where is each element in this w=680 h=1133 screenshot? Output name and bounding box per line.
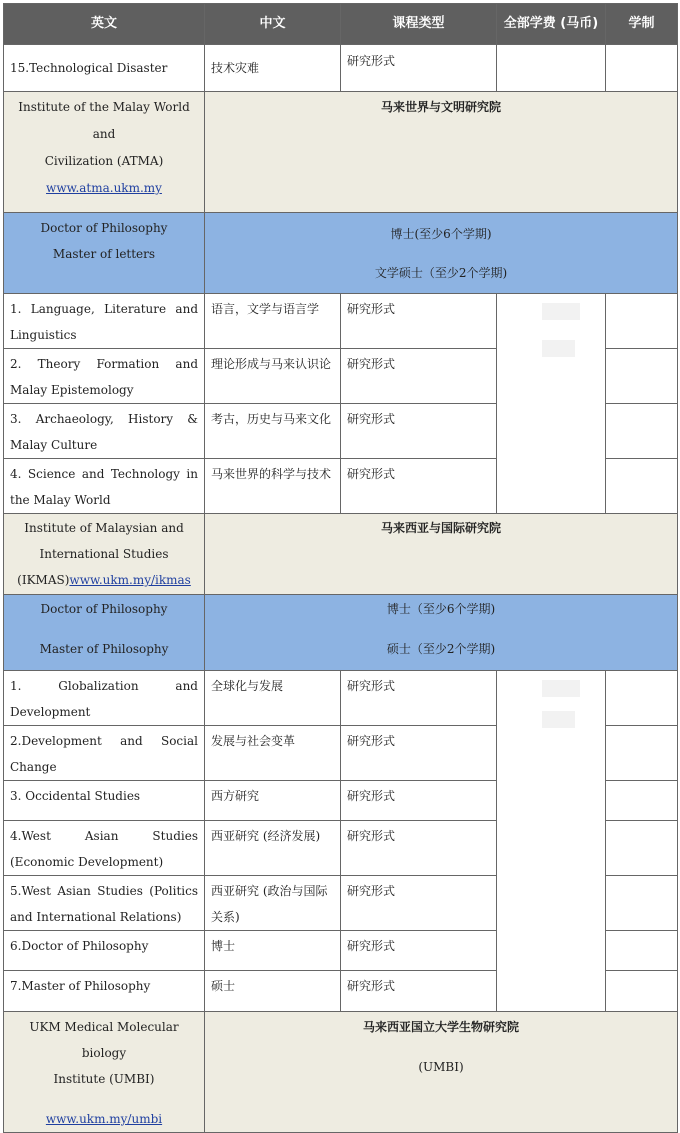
program-duration [606, 459, 678, 514]
program-type: 研究形式 [341, 45, 497, 92]
program-fee [497, 294, 606, 514]
program-chinese: 马来世界的科学与技术 [205, 459, 341, 514]
program-english: 2. Theory Formation and Malay Epistemology [4, 349, 205, 404]
degree-chinese-2: 文学硕士（至少2个学期) [374, 266, 508, 280]
institute-name-line2: Civilization (ATMA) [44, 154, 164, 168]
degree-english-2: Master of letters [52, 247, 156, 261]
fee-placeholder [542, 680, 580, 697]
program-chinese: 技术灾难 [205, 45, 341, 92]
program-english: 15.Technological Disaster [4, 45, 205, 92]
program-fee [497, 671, 606, 1012]
institute-name-line1: Institute of Malaysian and [24, 521, 184, 535]
program-english: 4.West Asian Studies (Economic Development) [4, 821, 205, 876]
program-type: 研究形式 [341, 931, 497, 971]
degree-english [4, 595, 205, 671]
program-type: 研究形式 [341, 404, 497, 459]
program-type: 研究形式 [341, 971, 497, 1012]
degree-chinese-1: 博士(至少6个学期) [390, 227, 492, 241]
program-duration [606, 294, 678, 349]
program-duration [606, 971, 678, 1012]
program-type: 研究形式 [341, 821, 497, 876]
institute-name-line2: Institute (UMBI) [53, 1072, 155, 1086]
institute-abbrev: (IKMAS) [17, 573, 70, 587]
degree-english [4, 213, 205, 294]
degree-row-ikmas [4, 595, 678, 671]
program-english: 1. Language, Literature and Linguistics [4, 294, 205, 349]
program-chinese: 西方研究 [205, 781, 341, 821]
institute-chinese-name [205, 1012, 678, 1133]
institute-name-line2: International Studies [39, 547, 169, 561]
fee-placeholder [542, 303, 580, 320]
program-english: 3. Archaeology, History & Malay Culture [4, 404, 205, 459]
program-type: 研究形式 [341, 459, 497, 514]
program-duration [606, 931, 678, 971]
institute-chinese-title: 马来西亚国立大学生物研究院 [362, 1020, 519, 1034]
institute-name [4, 514, 205, 595]
degree-english-1: Doctor of Philosophy [40, 602, 168, 616]
program-english: 7.Master of Philosophy [4, 971, 205, 1012]
table-row [4, 45, 678, 92]
program-chinese: 西亚研究 (政治与国际关系) [205, 876, 341, 931]
program-duration [606, 671, 678, 726]
table-row [4, 671, 678, 726]
program-english: 6.Doctor of Philosophy [4, 931, 205, 971]
program-duration [606, 349, 678, 404]
program-chinese: 考古，历史与马来文化 [205, 404, 341, 459]
program-chinese: 西亚研究 (经济发展) [205, 821, 341, 876]
program-type: 研究形式 [341, 781, 497, 821]
program-english: 3. Occidental Studies [4, 781, 205, 821]
institute-link[interactable]: www.atma.ukm.my [46, 181, 162, 195]
degree-chinese [205, 213, 678, 294]
program-type: 研究形式 [341, 294, 497, 349]
header-chinese: 中文 [205, 4, 341, 45]
program-english: 5.West Asian Studies (Politics and International Relations) [4, 876, 205, 931]
program-chinese: 理论形成与马来认识论 [205, 349, 341, 404]
degree-english-2: Master of Philosophy [39, 642, 169, 656]
program-duration [606, 726, 678, 781]
program-duration [606, 404, 678, 459]
institute-link[interactable]: www.ukm.my/umbi [45, 1112, 163, 1126]
institute-name [4, 1012, 205, 1133]
program-english: 4. Science and Technology in the Malay World [4, 459, 205, 514]
program-chinese: 博士 [205, 931, 341, 971]
fee-placeholder [542, 711, 575, 728]
table-row [4, 294, 678, 349]
program-type: 研究形式 [341, 726, 497, 781]
institute-chinese-abbrev: (UMBI) [418, 1060, 464, 1074]
program-english: 1. Globalization and Development [4, 671, 205, 726]
program-fee [497, 45, 606, 92]
program-type: 研究形式 [341, 671, 497, 726]
degree-english-1: Doctor of Philosophy [40, 221, 168, 235]
degree-row-atma [4, 213, 678, 294]
institute-name [4, 92, 205, 213]
table-header-row [4, 4, 678, 45]
degree-chinese-2: 硕士（至少2个学期) [386, 642, 496, 656]
program-duration [606, 781, 678, 821]
degree-chinese [205, 595, 678, 671]
program-chinese: 硕士 [205, 971, 341, 1012]
institute-row-umbi [4, 1012, 678, 1133]
program-type: 研究形式 [341, 349, 497, 404]
institute-name-line1: Institute of the Malay World and [18, 100, 190, 141]
institute-chinese-name: 马来世界与文明研究院 [205, 92, 678, 213]
program-table [3, 3, 678, 1133]
program-duration [606, 45, 678, 92]
program-chinese: 发展与社会变革 [205, 726, 341, 781]
program-chinese: 语言，文学与语言学 [205, 294, 341, 349]
program-english: 2.Development and Social Change [4, 726, 205, 781]
institute-chinese-name: 马来西亚与国际研究院 [205, 514, 678, 595]
institute-link[interactable]: www.ukm.my/ikmas [69, 573, 191, 587]
institute-row-atma [4, 92, 678, 213]
header-duration: 学制 [606, 4, 678, 45]
fee-placeholder [542, 340, 575, 357]
institute-row-ikmas [4, 514, 678, 595]
institute-name-line1: UKM Medical Molecular biology [29, 1020, 179, 1060]
program-type: 研究形式 [341, 876, 497, 931]
program-duration [606, 821, 678, 876]
program-duration [606, 876, 678, 931]
program-chinese: 全球化与发展 [205, 671, 341, 726]
header-tuition: 全部学费 (马币) [497, 4, 606, 45]
header-english: 英文 [4, 4, 205, 45]
degree-chinese-1: 博士（至少6个学期) [386, 602, 496, 616]
header-course-type: 课程类型 [341, 4, 497, 45]
